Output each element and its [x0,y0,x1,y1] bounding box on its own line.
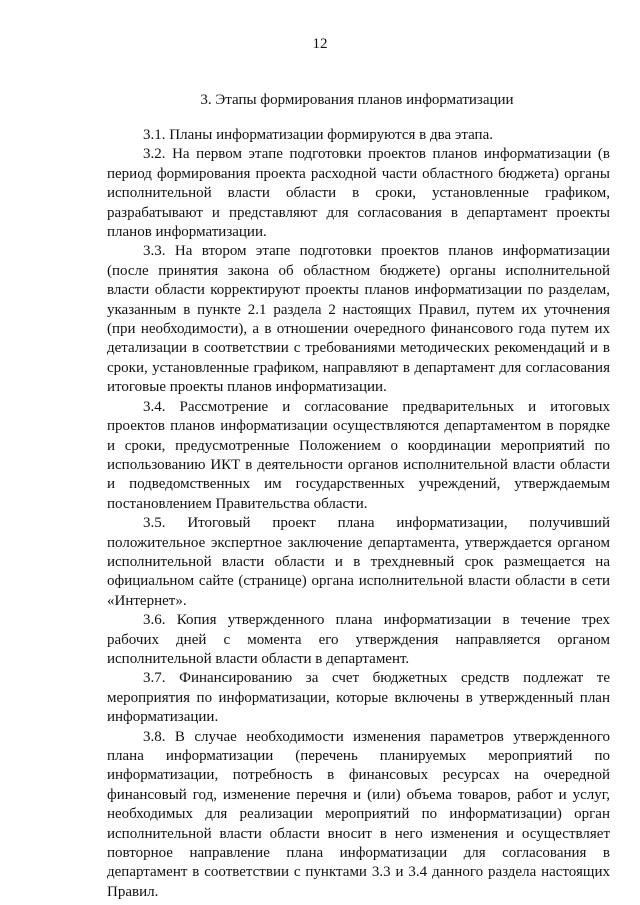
section-body [107,126,610,902]
paragraph-3-4: 3.4. Рассмотрение и согласование предварительных и итоговых проектов планов информатизации осуществляются департаментом в порядке и сроки, предусмотренные Положением о координации мероприятий по использованию ИКТ в деятельности органов исполнительной власти области и подведомственных им государственных учреждений, утверждаемым постановлением Правительства области. [107,398,610,512]
page-number: 12 [312,36,328,52]
paragraph-3-6: 3.6. Копия утвержденного плана информатизации в течение трех рабочих дней с момента его утверждения направляется органом исполнительной власти области в департамент. [107,612,610,667]
paragraph-3-1: 3.1. Планы информатизации формируются в два этапа. [143,127,493,143]
paragraph-3-5: 3.5. Итоговый проект плана информатизации, получивший положительное экспертное заключение департамента, утверждается органом исполнительной власти области и в трехдневный срок размещается на официальном сайте (странице) органа исполнительной власти области в сети «Интернет». [107,515,610,609]
paragraph-3-7: 3.7. Финансированию за счет бюджетных средств подлежат те мероприятия по информатизации, которые включены в утвержденный план информатизации. [107,670,610,726]
paragraph-3-8: 3.8. В случае необходимости изменения параметров утвержденного плана информатизации (перечень планируемых мероприятий по информатизации, потребность в финансовых ресурсах на очередной финансовый год, изменение перечня и (или) объема товаров, работ и услуг, необходимых для реализации мероприятий по информатизации) орган исполнительной власти области вносит в него изменения и осуществляет повторное направление плана информатизации для согласования в департамент в соответствии с пунктами 3.3 и 3.4 данного раздела настоящих Правил. [107,728,610,900]
paragraph-3-2: 3.2. На первом этапе подготовки проектов планов информатизации (в период формирования проекта расходной части областного бюджета) органы исполнительной власти области в сроки, установленные графиком, разрабатывают и представляют для согласования в департамент проекты планов информатизации. [107,146,610,241]
paragraph-3-3: 3.3. На втором этапе подготовки проектов планов информатизации (после принятия закона об областном бюджете) органы исполнительной власти области корректируют проекты планов информатизации по разделам, указанным в пункте 2.1 раздела 2 настоящих Правил, путем их уточнения (при необходимости), а в отношении очередного финансового года путем их детализации в соответствии с требованиями методических рекомендаций и в сроки, установленные графиком, направляют в департамент для согласования итоговые проекты планов информатизации. [107,243,610,396]
section-title: 3. Этапы формирования планов информатизации [200,92,514,108]
